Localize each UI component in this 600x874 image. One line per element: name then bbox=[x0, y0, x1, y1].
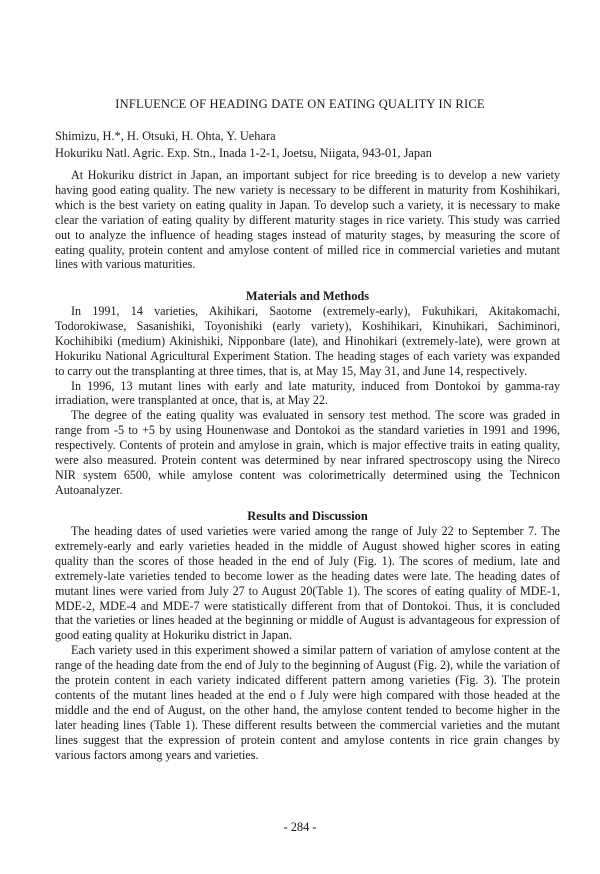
paper-title: INFLUENCE OF HEADING DATE ON EATING QUALITY IN RICE bbox=[115, 97, 485, 111]
page-number: - 284 - bbox=[283, 820, 317, 834]
materials-section bbox=[55, 288, 560, 498]
materials-paragraph: In 1996, 13 mutant lines with early and late maturity, induced from Dontokoi by gamma-ray irradiation, were transplanted at once, that is, at May 22. bbox=[55, 378, 560, 408]
materials-paragraph: The degree of the eating quality was evaluated in sensory test method. The score was graded in range from -5 to +5 by using Hounenwase and Dontokoi as the standard varieties in 1991 and 1996, respectively. Contents of protein and amylose in grain, which is major effective traits in eating quality, were also measured. Protein content was determined by near infrared spectroscopy using the Nireco NIR system 6500, while amylose content was colorimetrically determined using the Technicon Autoanalyzer. bbox=[55, 408, 560, 497]
author-block bbox=[55, 128, 560, 162]
results-paragraph: Each variety used in this experiment showed a similar pattern of variation of amylose content at the range of the heading date from the end of July to the beginning of August (Fig. 2), while the variation of the protein content in each variety indicated different pattern among varieties (Fig. 3). The protein contents of the mutant lines headed at the end o f July were high compared with those headed at the middle and the end of August, on the other hand, the amylose content tended to become higher in the later heading lines (Table 1). These different results between the commercial varieties and the mutant lines suggest that the expression of protein content and amylose contents in rice grain changes by various factors among years and varieties. bbox=[55, 643, 560, 762]
materials-paragraph: In 1991, 14 varieties, Akihikari, Saotome (extremely-early), Fukuhikari, Akitakomachi, Todorokiwase, Sasanishiki, Toyonishiki (early variety), Koshihikari, Kinuhikari, Sachiminori, Kochihibiki (medium) Akinishiki, Nipponbare (late), and Hinohikari (extremely-late), were grown at Hokuriku National Agricultural Experiment Station. The heading stages of each variety was expanded to carry out the transplanting at three times, that is, at May 15, May 31, and June 14, respectively. bbox=[55, 304, 560, 378]
affiliation: Hokuriku Natl. Agric. Exp. Stn., Inada 1-2-1, Joetsu, Niigata, 943-01, Japan bbox=[55, 146, 432, 160]
author-names: Shimizu, H.*, H. Otsuki, H. Ohta, Y. Uehara bbox=[55, 129, 276, 143]
results-paragraph: The heading dates of used varieties were varied among the range of July 22 to September 7. The extremely-early and early varieties headed in the middle of August showed higher scores in eating quality than the scores of those headed in the end of July (Fig. 1). The scores of medium, late and extremely-late varieties tended to become lower as the heading dates were late. The heading dates of mutant lines were varied from July 27 to August 20(Table 1). The scores of eating quality of MDE-1, MDE-2, MDE-4 and MDE-7 were statistically different from that of Dontokoi. Thus, it is concluded that the varieties or lines headed at the beginning or middle of August is advantageous for expression of good eating quality at Hokuriku district in Japan. bbox=[55, 524, 560, 643]
materials-heading: Materials and Methods bbox=[245, 289, 370, 303]
abstract-section bbox=[55, 168, 560, 272]
results-heading: Results and Discussion bbox=[247, 509, 368, 523]
abstract-paragraph: At Hokuriku district in Japan, an important subject for rice breeding is to develop a new variety having good eating quality. The new variety is necessary to be different in maturity from Koshihikari, which is the best variety on eating quality in Japan. To develop such a variety, it is necessary to make clear the variation of eating quality by different maturity stages in rice variety. This study was carried out to analyze the influence of heading stages instead of maturity stages, by measuring the score of eating quality, protein content and amylose content of milled rice in commercial varieties and mutant lines with various maturities. bbox=[55, 168, 560, 272]
results-section bbox=[55, 508, 560, 763]
